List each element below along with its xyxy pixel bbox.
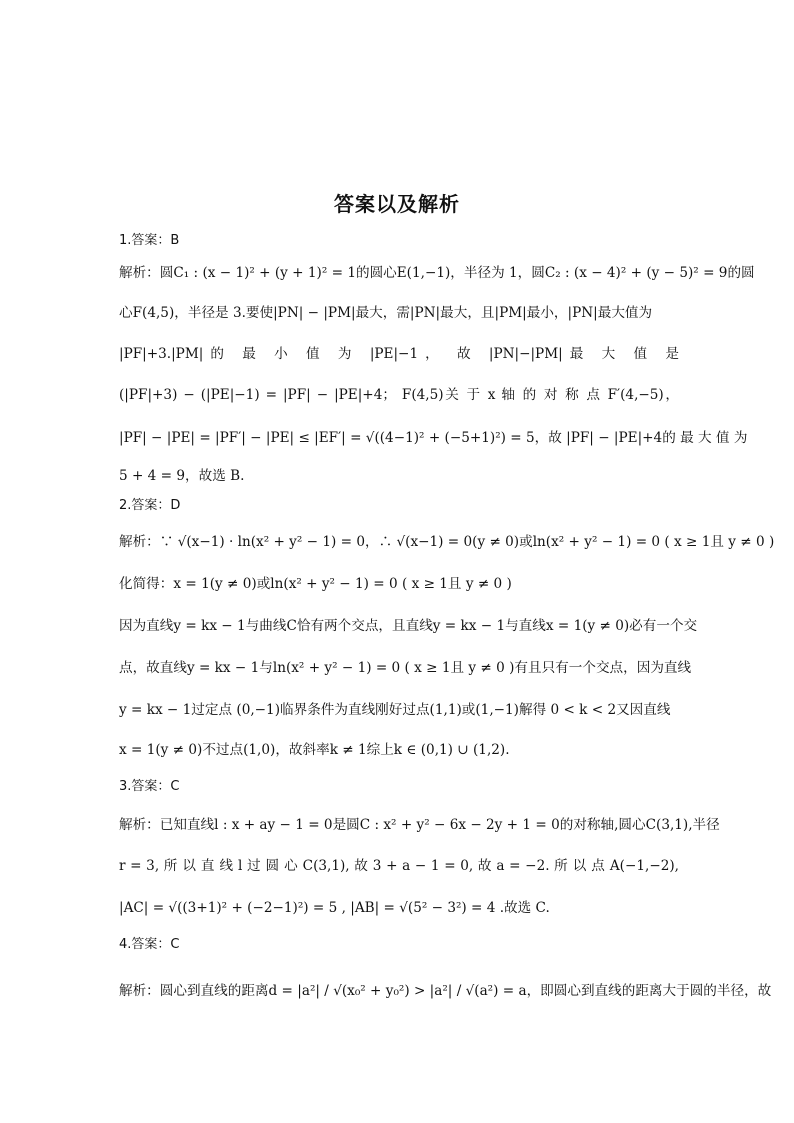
q3-answer: 3.答案：C — [119, 779, 180, 794]
q4-answer: 4.答案：C — [119, 937, 180, 952]
q2-line-6: x = 1(y ≠ 0)不过点(1,0)，故斜率k ≠ 1综上k ∈ (0,1) ∪ (1,2). — [119, 742, 510, 758]
q1-line-1: 解析：圆C₁ : (x − 1)² + (y + 1)² = 1的圆心E(1,−1)，半径为 1，圆C₂ : (x − 4)² + (y − 5)² = 9的圆 — [119, 265, 755, 281]
q3-line-1: 解析：已知直线l : x + ay − 1 = 0是圆C : x² + y² − 6x − 2y + 1 = 0的对称轴,圆心C(3,1),半径 — [119, 817, 720, 833]
q2-line-4: 点，故直线y = kx − 1与ln(x² + y² − 1) = 0 ( x ≥ 1且 y ≠ 0 )有且只有一个交点，因为直线 — [119, 660, 692, 676]
q1-answer: 1.答案：B — [119, 233, 180, 248]
q2-answer: 2.答案：D — [119, 498, 181, 513]
q1-line-5: |PF| − |PE| = |PF′| − |PE| ≤ |EF′| = √((4−1)² + (−5+1)²) = 5，故 |PF| − |PE|+4的 最 大 值 为 — [119, 430, 748, 446]
q3-line-2: r = 3, 所 以 直 线 l 过 圆 心 C(3,1), 故 3 + a − 1 = 0, 故 a = −2. 所 以 点 A(−1,−2), — [119, 858, 679, 874]
q4-line-1: 解析：圆心到直线的距离d = |a²| / √(x₀² + y₀²) > |a²| / √(a²) = a，即圆心到直线的距离大于圆的半径，故 — [119, 983, 772, 999]
q2-line-5: y = kx − 1过定点 (0,−1)临界条件为直线刚好过点(1,1)或(1,−1)解得 0 < k < 2又因直线 — [119, 702, 671, 718]
q1-line-3: |PF|+3.|PM|的 最 小 值 为 |PE|−1， 故 |PN|−|PM|最 大 值 是 — [119, 346, 679, 362]
q2-line-2: 化简得：x = 1(y ≠ 0)或ln(x² + y² − 1) = 0 ( x ≥ 1且 y ≠ 0 ) — [119, 576, 512, 592]
q2-line-3: 因为直线y = kx − 1与曲线C恰有两个交点，且直线y = kx − 1与直线x = 1(y ≠ 0)必有一个交 — [119, 618, 698, 634]
page-title: 答案以及解析 — [334, 192, 460, 216]
q2-line-1: 解析：∵ √(x−1) · ln(x² + y² − 1) = 0，∴ √(x−1) = 0(y ≠ 0)或ln(x² + y² − 1) = 0 ( x ≥ 1且 y ≠ 0 ) — [119, 534, 775, 550]
q1-line-6: 5 + 4 = 9，故选 B. — [119, 468, 245, 484]
q1-line-4: (|PF|+3) − (|PE|−1) = |PF| − |PE|+4； F(4,5)关 于 x 轴 的 对 称 点 F′(4,−5)， — [119, 387, 679, 403]
q3-line-3: |AC| = √((3+1)² + (−2−1)²) = 5 , |AB| = √(5² − 3²) = 4 .故选 C. — [119, 900, 550, 916]
q1-line-2: 心F(4,5)，半径是 3.要使|PN| − |PM|最大，需|PN|最大，且|PM|最小，|PN|最大值为 — [119, 305, 653, 321]
